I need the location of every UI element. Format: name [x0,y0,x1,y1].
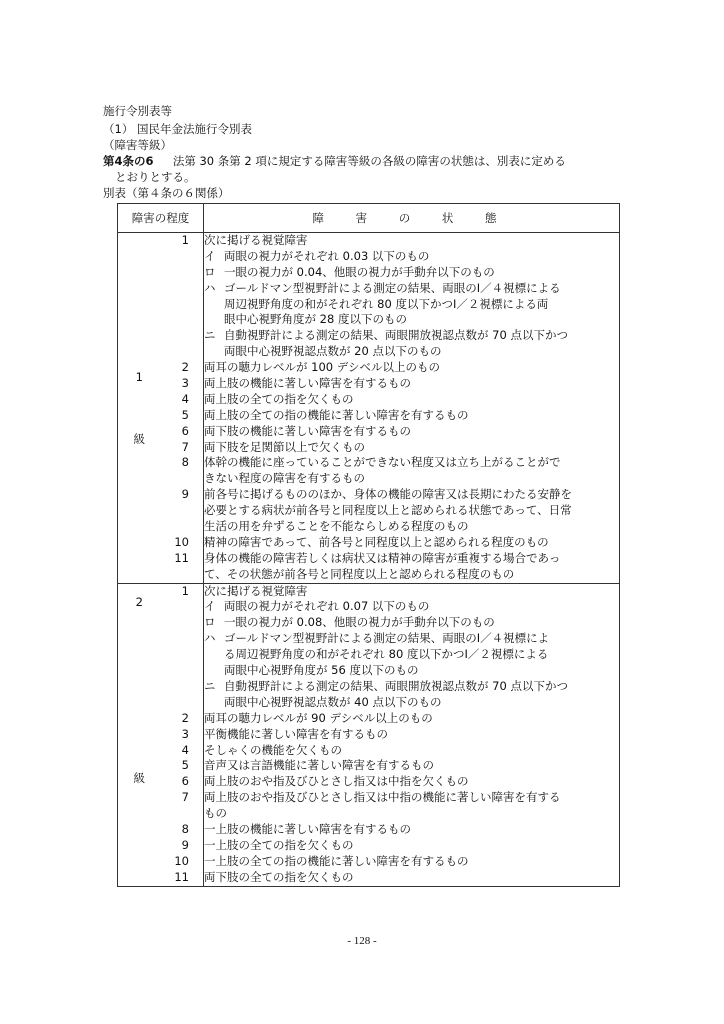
sub-item-marker: ニ [204,328,216,343]
grade2-row [118,583,620,886]
description-line [204,806,619,822]
description-line [204,487,619,503]
item-number: 10 [174,853,189,868]
description-text: 両眼の視力がそれぞれ 0.03 以下のもの [224,248,430,263]
description-line [204,838,619,854]
item-number [161,679,204,695]
description-text: 体幹の機能に座っていることができない程度又は立ち上がることがで [204,455,561,470]
description-text: 両下肢の機能に著しい障害を有するもの [204,423,411,438]
description-text: 必要とする病状が前各号と同程度以上と認められる状態であって、日常 [204,503,572,518]
description-line [204,822,619,838]
description-line [204,790,619,806]
description-line [204,376,619,392]
description-line [204,584,619,600]
sub-item-marker: ロ [204,615,216,630]
description-line [204,281,619,297]
description-text: ゴールドマン型視野計による測定の結果、両眼のⅠ／４視標によ [224,631,550,646]
description-line [204,233,619,249]
description-line [204,854,619,870]
item-number [161,344,204,360]
description-line [204,551,619,567]
description-line [204,711,619,727]
grade1-descriptions [204,233,620,584]
item-number [161,328,204,344]
description-text: 両上肢のおや指及びひとさし指又は中指の機能に著しい障害を有する [204,790,561,805]
item-number [161,567,204,583]
description-text: 生活の用を弁ずることを不能ならしめる程度のもの [204,519,469,534]
description-text: 両眼中心視野視認点数が 20 点以下のもの [224,344,442,359]
item-number [161,647,204,663]
description-text: 両眼の視力がそれぞれ 0.07 以下のもの [224,599,430,614]
description-line [204,647,619,663]
item-number: 9 [181,837,189,852]
description-text: 前各号に掲げるもののほか、身体の機能の障害又は長期にわたる安静を [204,487,572,502]
description-line [204,743,619,759]
description-line [204,631,619,647]
item-number [161,249,204,265]
description-line [204,679,619,695]
item-number [161,663,204,679]
description-text: 眼中心視野角度が 28 度以下のもの [224,312,407,327]
item-number: 11 [174,550,189,565]
description-text: 両上肢の機能に著しい障害を有するもの [204,376,411,391]
item-number: 10 [174,534,189,549]
description-text: 平衡機能に著しい障害を有するもの [204,726,388,741]
grade2-descriptions [204,583,620,886]
description-line [204,567,619,583]
article-number: 第4条の6 [103,154,154,168]
sub-item-marker: イ [204,599,216,614]
item-number: 11 [174,869,189,884]
description-text: 一上肢の全ての指の機能に著しい障害を有するもの [204,853,469,868]
page-number: - 128 - [347,935,377,947]
description-text: 両下肢の全ての指を欠くもの [204,869,354,884]
grade1-label: 1 級 [118,233,161,584]
description-line [204,535,619,551]
description-text: 両耳の聴力レベルが 100 デシベル以上のもの [204,360,441,375]
description-line [204,503,619,519]
description-text: 周辺視野角度の和がそれぞれ 80 度以下かつⅠ／２視標による両 [224,296,549,311]
description-line [204,695,619,711]
item-number: 5 [181,758,189,773]
item-number: 8 [181,455,189,470]
item-number [161,599,204,615]
sub-item-marker: ロ [204,264,216,279]
item-number: 1 [181,583,189,598]
item-number [161,503,204,519]
item-number: 4 [181,391,189,406]
article-text: 法第 30 条第 2 項に規定する障害等級の各級の障害の状態は、別表に定める [172,154,566,168]
item-number: 9 [181,487,189,502]
description-line [204,774,619,790]
description-text: 一上肢の全ての指を欠くもの [204,837,354,852]
item-number [161,265,204,281]
item-number [161,615,204,631]
description-line [204,328,619,344]
item-number [161,695,204,711]
item-number: 8 [181,821,189,836]
description-line [204,344,619,360]
description-text: 両上肢の全ての指を欠くもの [204,391,354,406]
description-line [204,727,619,743]
description-text: 自動視野計による測定の結果、両眼開放視認点数が 70 点以下かつ [224,678,568,693]
description-line [204,265,619,281]
appendix-title: 別表（第４条の６関係） [103,186,230,200]
description-text: 自動視野計による測定の結果、両眼開放視認点数が 70 点以下かつ [224,328,568,343]
item-number: 5 [181,407,189,422]
item-number: 4 [181,742,189,757]
item-number [161,806,204,822]
col-header-status: 障 害 の 状 態 [204,204,620,233]
description-text: もの [204,806,227,821]
description-line [204,312,619,328]
grade1-row [118,233,620,584]
item-number: 3 [181,726,189,741]
description-text: 身体の機能の障害若しくは病状又は精神の障害が重複する場合であっ [204,550,561,565]
item-number: 3 [181,376,189,391]
description-text: ゴールドマン型視野計による測定の結果、両眼のⅠ／４視標による [224,280,561,295]
item-number: 6 [181,423,189,438]
grade1-item-numbers [161,233,204,584]
item-number [161,312,204,328]
description-text: 音声又は言語機能に著しい障害を有するもの [204,758,434,773]
description-text: そしゃくの機能を欠くもの [204,742,342,757]
description-text: きない程度の障害を有するもの [204,471,365,486]
description-text: 両眼中心視野角度が 56 度以下のもの [224,663,419,678]
description-text: 一眼の視力が 0.08、他眼の視力が手動弁以下のもの [224,615,495,630]
description-line [204,758,619,774]
item-number: 2 [181,710,189,725]
item-number: 6 [181,774,189,789]
description-line [204,297,619,313]
item-number [161,297,204,313]
description-line [204,360,619,376]
item-number: 7 [181,790,189,805]
item-number: 2 [181,360,189,375]
description-line [204,424,619,440]
article-continuation: とおりとする。 [115,170,196,184]
section-title: 施行令別表等 [103,104,172,118]
description-line [204,471,619,487]
item-number: 1 [181,233,189,247]
item-number [161,281,204,297]
description-text: て、その状態が前各号と同程度以上と認められる程度のもの [204,566,515,581]
table-header-row [118,204,620,233]
item-number: 7 [181,439,189,454]
description-text: 両耳の聴力レベルが 90 デシベル以上のもの [204,710,433,725]
description-line [204,455,619,471]
description-text: 両上肢の全ての指の機能に著しい障害を有するもの [204,407,469,422]
sub-item-marker: イ [204,248,216,263]
description-text: 一上肢の機能に著しい障害を有するもの [204,821,411,836]
description-line [204,870,619,886]
description-text: る周辺視野角度の和がそれぞれ 80 度以下かつⅠ／２視標による [224,647,549,662]
description-line [204,440,619,456]
description-text: 両上肢のおや指及びひとさし指又は中指を欠くもの [204,774,469,789]
description-line [204,663,619,679]
description-text: 精神の障害であって、前各号と同程度以上と認められる程度のもの [204,534,549,549]
description-line [204,615,619,631]
grade2-label: 2 級 [118,583,161,886]
item-number [161,631,204,647]
sub-item-marker: ニ [204,678,216,693]
col-header-grade: 障害の程度 [118,204,204,233]
item-number [161,519,204,535]
description-line [204,392,619,408]
description-text: 次に掲げる視覚障害 [204,583,308,598]
description-text: 両眼中心視野視認点数が 40 点以下のもの [224,694,442,709]
description-line [204,519,619,535]
subsection-title: （1） 国民年金法施行令別表 [103,122,252,136]
description-line [204,408,619,424]
item-number [161,471,204,487]
sub-item-marker: ハ [204,280,216,295]
article-line [103,153,566,169]
description-line [204,599,619,615]
description-text: 一眼の視力が 0.04、他眼の視力が手動弁以下のもの [224,264,495,279]
disability-grade-table [117,203,620,887]
description-text: 両下肢を足関節以上で欠くもの [204,439,365,454]
description-line [204,249,619,265]
description-text: 次に掲げる視覚障害 [204,233,308,247]
category-label: （障害等級） [103,138,172,152]
grade2-item-numbers [161,583,204,886]
sub-item-marker: ハ [204,631,216,646]
